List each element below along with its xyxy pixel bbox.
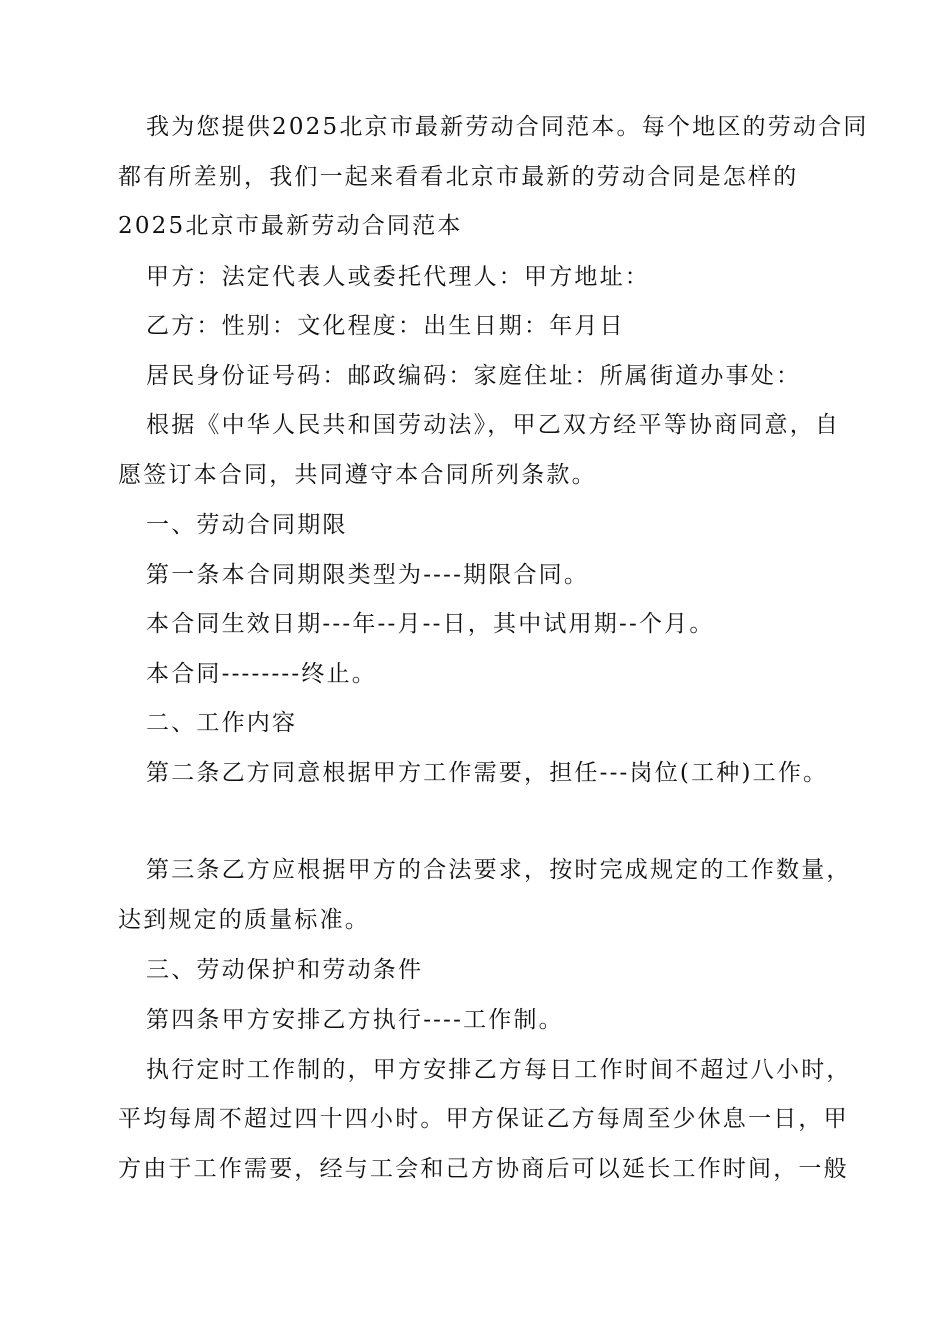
clause-line: 本合同--------终止。 [146, 661, 377, 687]
clause-line: 本合同生效日期---年--月--日，其中试用期--个月。 [146, 611, 715, 637]
paragraph-line: 根据《中华人民共和国劳动法》，甲乙双方经平等协商同意，自 [146, 412, 841, 438]
section-heading: 三、劳动保护和劳动条件 [146, 957, 424, 983]
party-b-details-line: 居民身份证号码：邮政编码：家庭住址：所属街道办事处： [146, 363, 802, 389]
party-b-line: 乙方：性别：文化程度：出生日期：年月日 [146, 313, 625, 339]
paragraph-line: 愿签订本合同，共同遵守本合同所列条款。 [118, 462, 597, 488]
clause-line: 第二条乙方同意根据甲方工作需要，担任---岗位(工种)工作。 [146, 760, 829, 786]
section-heading: 二、工作内容 [146, 710, 298, 736]
party-a-line: 甲方：法定代表人或委托代理人：甲方地址： [146, 264, 650, 290]
clause-line: 第一条本合同期限类型为----期限合同。 [146, 562, 590, 588]
clause-line: 第三条乙方应根据甲方的合法要求，按时完成规定的工作数量， [146, 857, 852, 883]
section-heading: 一、劳动合同期限 [146, 512, 348, 538]
document-title: 2025北京市最新劳动合同范本 [118, 213, 463, 239]
paragraph-line: 平均每周不超过四十四小时。甲方保证乙方每周至少休息一日，甲 [118, 1106, 849, 1132]
clause-line: 第四条甲方安排乙方执行----工作制。 [146, 1007, 564, 1033]
paragraph-line: 执行定时工作制的，甲方安排乙方每日工作时间不超过八小时， [146, 1057, 852, 1083]
paragraph-line: 方由于工作需要，经与工会和己方协商后可以延长工作时间，一般 [118, 1156, 849, 1182]
paragraph-line: 都有所差别，我们一起来看看北京市最新的劳动合同是怎样的 [118, 164, 799, 190]
paragraph-line: 我为您提供2025北京市最新劳动合同范本。每个地区的劳动合同 [146, 114, 869, 140]
clause-line: 达到规定的质量标准。 [118, 907, 370, 933]
